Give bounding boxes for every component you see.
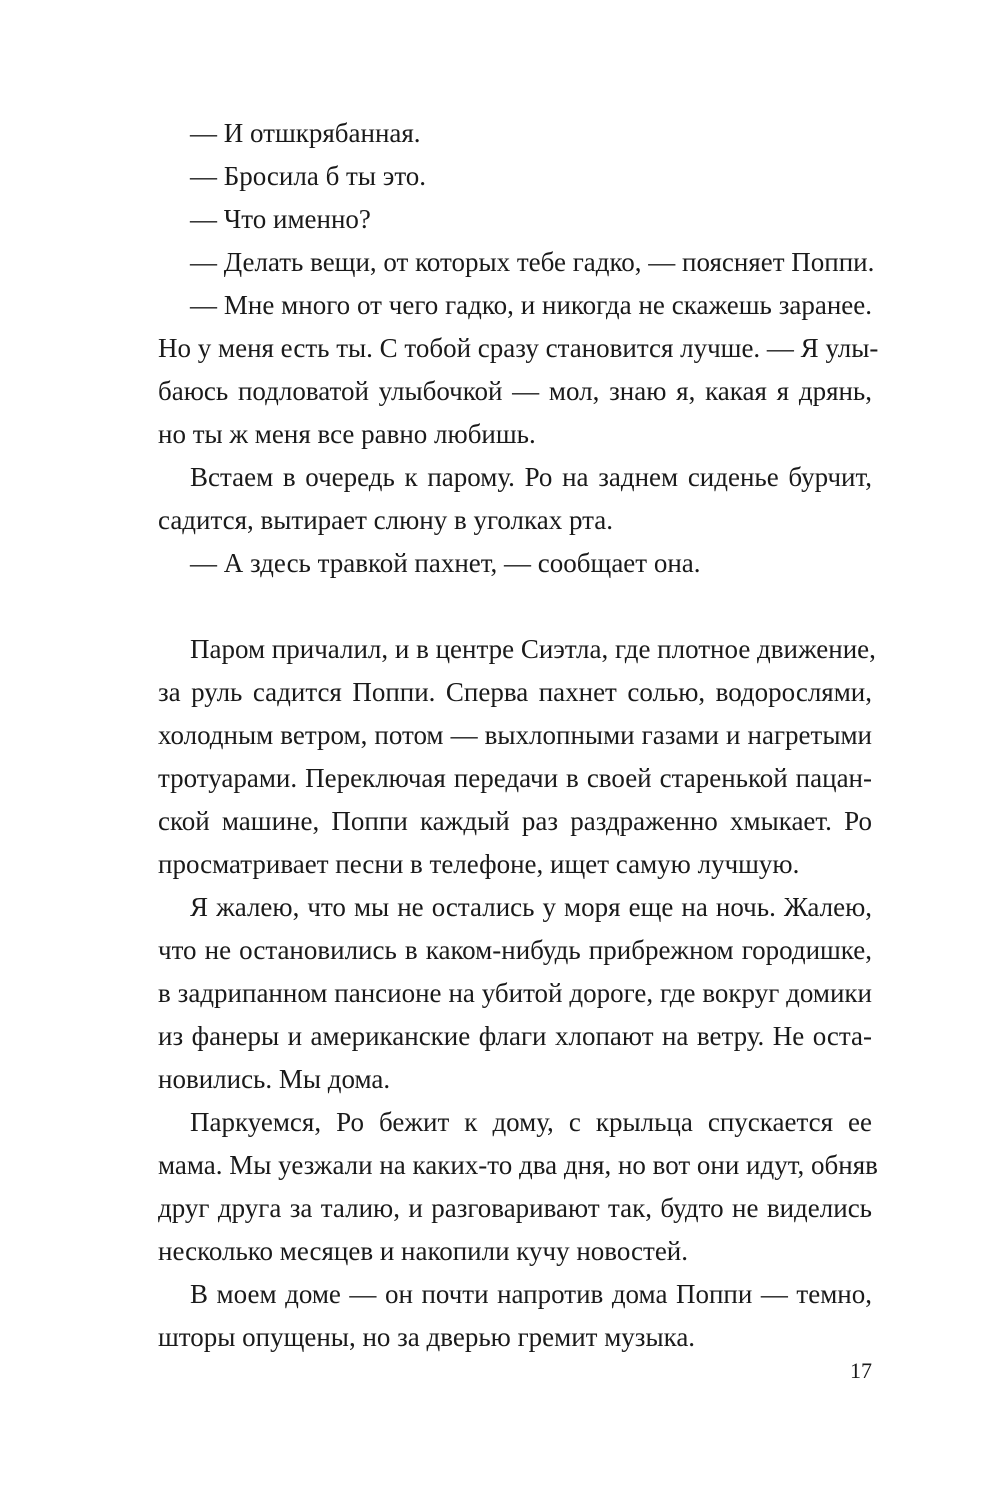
text-line: Паром причалил, и в центре Сиэтла, где плотное движение, [190,634,876,664]
text-line: садится, вытирает слюну в уголках рта. [158,505,613,535]
page-number: 17 [850,1358,872,1383]
text-line: холодным ветром, потом — выхлопными газами и нагретыми [158,720,872,750]
text-line: — А здесь травкой пахнет, — сообщает она. [190,548,701,578]
text-line: мама. Мы уезжали на каких-то два дня, но вот они идут, обняв [158,1150,878,1180]
text-line: тротуарами. Переключая передачи в своей старенькой пацан- [158,763,872,793]
text-line: Но у меня есть ты. С тобой сразу становится лучше. — Я улы- [158,333,879,363]
text-line: друг друга за талию, и разговаривают так, будто не виделись [158,1193,872,1223]
text-line: баюсь подловатой улыбочкой — мол, знаю я, какая я дрянь, [158,376,872,406]
text-line: из фанеры и американские флаги хлопают на ветру. Не оста- [158,1021,872,1051]
text-line: новились. Мы дома. [158,1064,391,1094]
text-line: — Бросила б ты это. [190,161,427,191]
text-line: — Что именно? [190,204,371,234]
text-line: за руль садится Поппи. Сперва пахнет солью, водорослями, [158,677,872,707]
book-page-text [158,112,879,1359]
text-line: — И отшкрябанная. [190,118,421,148]
text-line: что не остановились в каком-нибудь прибрежном городишке, [158,935,872,965]
text-line: В моем доме — он почти напротив дома Поппи — темно, [190,1279,872,1309]
text-line: в задрипанном пансионе на убитой дороге, где вокруг домики [158,978,872,1008]
text-line: просматривает песни в телефоне, ищет самую лучшую. [158,849,800,879]
text-line: но ты ж меня все равно любишь. [158,419,536,449]
section-break [158,585,872,628]
text-line: Я жалею, что мы не остались у моря еще на ночь. Жалею, [190,892,872,922]
text-line: — Мне много от чего гадко, и никогда не скажешь заранее. [190,290,872,320]
text-line: — Делать вещи, от которых тебе гадко, — поясняет Поппи. [190,247,875,277]
text-line: Паркуемся, Ро бежит к дому, с крыльца спускается ее [190,1107,872,1137]
text-line: несколько месяцев и накопили кучу новостей. [158,1236,689,1266]
text-block-dialogue [158,112,879,585]
text-line: Встаем в очередь к парому. Ро на заднем сиденье бурчит, [190,462,872,492]
text-line: ской машине, Поппи каждый раз раздраженно хмыкает. Ро [158,806,872,836]
text-block-narrative [158,628,878,1359]
text-line: шторы опущены, но за дверью гремит музыка. [158,1322,696,1352]
